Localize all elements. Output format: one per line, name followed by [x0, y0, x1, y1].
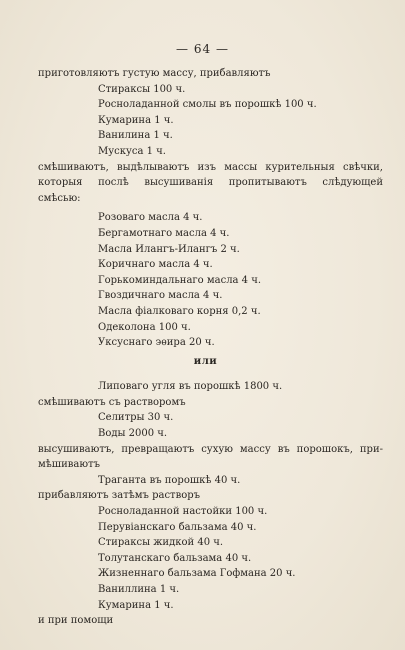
- ingredient-line: Стираксы жидкой 40 ч.: [98, 537, 224, 549]
- ingredient-line: Кумарина 1 ч.: [98, 114, 174, 126]
- text-line: смѣшиваютъ съ растворомъ: [38, 396, 186, 408]
- ingredient-line: Уксуснаго эѳира 20 ч.: [98, 337, 215, 349]
- ingredient-line: Масла Илангъ-Илангъ 2 ч.: [98, 243, 240, 255]
- text-line: смѣсью:: [38, 192, 81, 204]
- text-line: и при помощи: [38, 615, 114, 627]
- ingredient-line: Воды 2000 ч.: [98, 428, 168, 440]
- ingredient-line: Селитры 30 ч.: [98, 412, 174, 424]
- text-line: приготовляютъ густую массу, прибавляютъ: [38, 68, 271, 79]
- separator-or: или: [193, 355, 218, 367]
- ingredient-line: Мускуса 1 ч.: [98, 145, 166, 157]
- ingredient-line: Жизненнаго бальзама Гофмана 20 ч.: [98, 568, 296, 580]
- ingredient-line: Гвоздичнаго масла 4 ч.: [98, 290, 223, 302]
- ingredient-line: Горькоминдальнаго масла 4 ч.: [98, 274, 262, 286]
- text-line: смѣшиваютъ, выдѣлываютъ изъ массы курительныя свѣчки,: [38, 161, 383, 173]
- ingredient-line: Одеколона 100 ч.: [98, 321, 191, 333]
- ingredient-line: Ваниллина 1 ч.: [98, 584, 180, 595]
- recipe-text: [38, 66, 383, 629]
- ingredient-line: Росноладанной настойки 100 ч.: [98, 506, 268, 518]
- text-line: которыя послѣ высушиванія пропитываютъ слѣдующей: [38, 177, 383, 189]
- ingredient-line: Липоваго угля въ порошкѣ 1800 ч.: [98, 381, 283, 393]
- text-line: высушиваютъ, превращаютъ сухую массу въ порошокъ, при-: [38, 443, 383, 455]
- ingredient-line: Толутанскаго бальзама 40 ч.: [98, 552, 252, 564]
- text-line: мѣшиваютъ: [38, 459, 100, 471]
- text-line: прибавляютъ затѣмъ растворъ: [38, 490, 200, 502]
- ingredient-line: Масла фіалковаго корня 0,2 ч.: [98, 305, 261, 317]
- ingredient-line: Ванилина 1 ч.: [98, 130, 173, 142]
- ingredient-line: Перувіанскаго бальзама 40 ч.: [98, 521, 257, 533]
- page-number: — 64 —: [176, 42, 229, 56]
- ingredient-line: Кумарина 1 ч.: [98, 599, 174, 611]
- ingredient-line: Коричнаго масла 4 ч.: [98, 259, 213, 271]
- ingredient-line: Росноладанной смолы въ порошкѣ 100 ч.: [98, 99, 317, 111]
- ingredient-line: Бергамотнаго масла 4 ч.: [98, 227, 230, 239]
- ingredient-line: Стираксы 100 ч.: [98, 83, 186, 95]
- ingredient-line: Траганта въ порошкѣ 40 ч.: [98, 474, 241, 486]
- ingredient-line: Розоваго масла 4 ч.: [98, 212, 203, 224]
